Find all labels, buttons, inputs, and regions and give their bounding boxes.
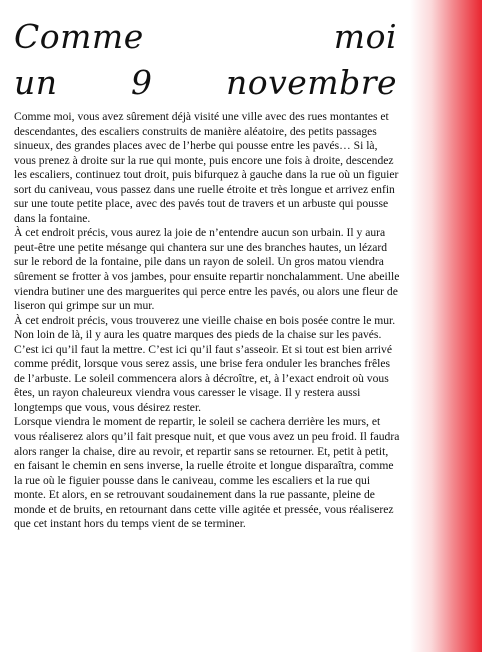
paragraph-3: À cet endroit précis, vous trouverez une vieille chaise en bois posée contre le mur. Non loin de là, il y aura les quatre marques des pieds de la chaise sur les pavés. C’est ici qu’il faut la mettre. C’est ici qu’il faut s’asseoir. Et si tout est bien arrivé comme prédit, lorsque vous serez assis, une brise fera onduler les branches frêles de l’arbuste. Le soleil commencera alors à décroître, et, à l’exact endroit où vous êtes, un rayon chaleureux viendra vous caresser le visage. Il y restera aussi longtemps que vous, vous désirez rester. [14, 313, 396, 414]
paragraph-1: Comme moi, vous avez sûrement déjà visité une ville avec des rues montantes et descendantes, des escaliers construits de manière aléatoire, des petits passages sinueux, des grandes places avec de l’herbe qui pousse entre les pavés… Si là, vous prenez à droite sur la rue qui monte, puis encore une fois à droite, descendez les escaliers, continuez tout droit, puis bifurquez à gauche dans la rue où un figuier sort du caniveau, vous passez dans une ruelle étroite et très longue et arrivez enfin sur une toute petite place, avec des pavés tout de travers et un arbuste qui pousse dans la fontaine. [14, 110, 399, 225]
page-title [14, 14, 397, 106]
title-word-novembre: novembre [225, 63, 397, 102]
red-gradient-edge [410, 0, 482, 652]
title-word-9: 9 [131, 63, 153, 102]
paragraph-2: À cet endroit précis, vous aurez la joie de n’entendre aucun son urbain. Il y aura peut-être une petite mésange qui chantera sur une des branches hautes, un lézard sur le rebord de la fontaine, pile dans un rayon de soleil. Un gros matou viendra sûrement se frotter à vos jambes, pour ensuite repartir nonchalamment. Une abeille viendra butiner une des marguerites qui perce entre les pavés, ou alors une fleur de liseron qui grimpe sur un mur. [14, 226, 400, 313]
title-line-2 [14, 60, 397, 106]
story-text [14, 110, 400, 532]
title-line-1 [14, 14, 397, 60]
title-word-comme: Comme [14, 17, 144, 56]
title-word-moi: moi [333, 17, 397, 56]
title-word-un: un [14, 63, 58, 102]
paragraph-4: Lorsque viendra le moment de repartir, le soleil se cachera derrière les murs, et vous réaliserez alors qu’il fait presque nuit, et que vous avez un peu froid. Il faudra alors ranger la chaise, dire au revoir, et repartir sans se retourner. Et, petit à petit, en faisant le chemin en sens inverse, la ruelle étroite et longue disparaîtra, comme la rue où le figuier pousse dans le caniveau, comme les escaliers et la rue qui monte. Et alors, en se retrouvant soudainement dans la rue passante, pleine de monde et de bruits, en retournant dans cette ville agitée et pressée, vous réaliserez que cet instant hors du temps vient de se terminer. [14, 415, 400, 531]
